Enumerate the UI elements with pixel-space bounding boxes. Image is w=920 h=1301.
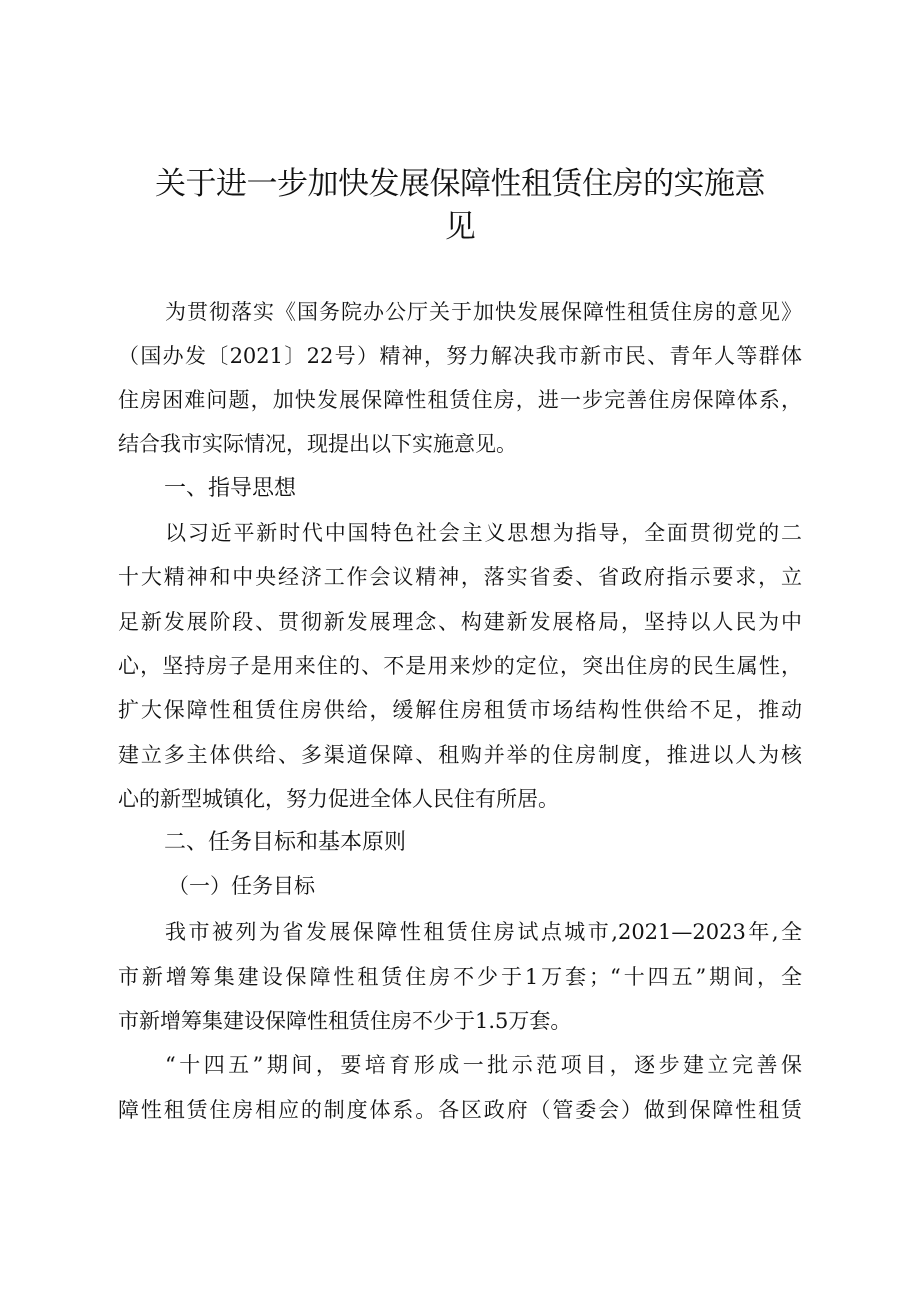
section-2-para-2-line-2: 障性租赁住房相应的制度体系。各区政府（管委会）做到保障性租赁 (118, 1098, 802, 1122)
section-1-line-6: 建立多主体供给、多渠道保障、租购并举的住房制度，推进以人为核 (118, 743, 802, 767)
document-title-line-2: 见 (444, 209, 476, 245)
document-title-line-1: 关于进一步加快发展保障性租赁住房的实施意 (155, 166, 765, 202)
section-2-para-1-line-3: 市新增筹集建设保障性租赁住房不少于1.5万套。 (118, 1009, 572, 1033)
section-2-para-1-line-1: 我市被列为省发展保障性租赁住房试点城市,2021—2023年,全 (165, 920, 802, 944)
intro-line-2: （国办发〔2021〕22号）精神，努力解决我市新市民、青年人等群体 (118, 344, 802, 368)
section-2-heading: 二、任务目标和基本原则 (164, 830, 407, 855)
section-1-line-1: 以习近平新时代中国特色社会主义思想为指导，全面贯彻党的二 (165, 521, 802, 545)
intro-line-3: 住房困难问题，加快发展保障性租赁住房，进一步完善住房保障体系， (118, 388, 802, 412)
intro-line-1: 为贯彻落实《国务院办公厅关于加快发展保障性租赁住房的意见》 (165, 300, 802, 324)
intro-line-4: 结合我市实际情况，现提出以下实施意见。 (118, 432, 517, 456)
section-1-line-5: 扩大保障性租赁住房供给，缓解住房租赁市场结构性供给不足，推动 (118, 698, 802, 722)
section-1-line-3: 足新发展阶段、贯彻新发展理念、构建新发展格局，坚持以人民为中 (118, 610, 802, 634)
section-2-para-2-line-1: “十四五”期间，要培育形成一批示范项目，逐步建立完善保 (165, 1053, 802, 1077)
section-2-para-1-line-2: 市新增筹集建设保障性租赁住房不少于1万套；“十四五”期间，全 (118, 965, 802, 989)
section-1-line-4: 心，坚持房子是用来住的、不是用来炒的定位，突出住房的民生属性， (118, 654, 802, 678)
section-1-line-2: 十大精神和中央经济工作会议精神，落实省委、省政府指示要求，立 (118, 565, 802, 589)
section-1-heading: 一、指导思想 (164, 476, 297, 501)
section-1-line-7: 心的新型城镇化，努力促进全体人民住有所居。 (118, 787, 559, 811)
section-2-subheading-1: （一）任务目标 (168, 874, 315, 898)
